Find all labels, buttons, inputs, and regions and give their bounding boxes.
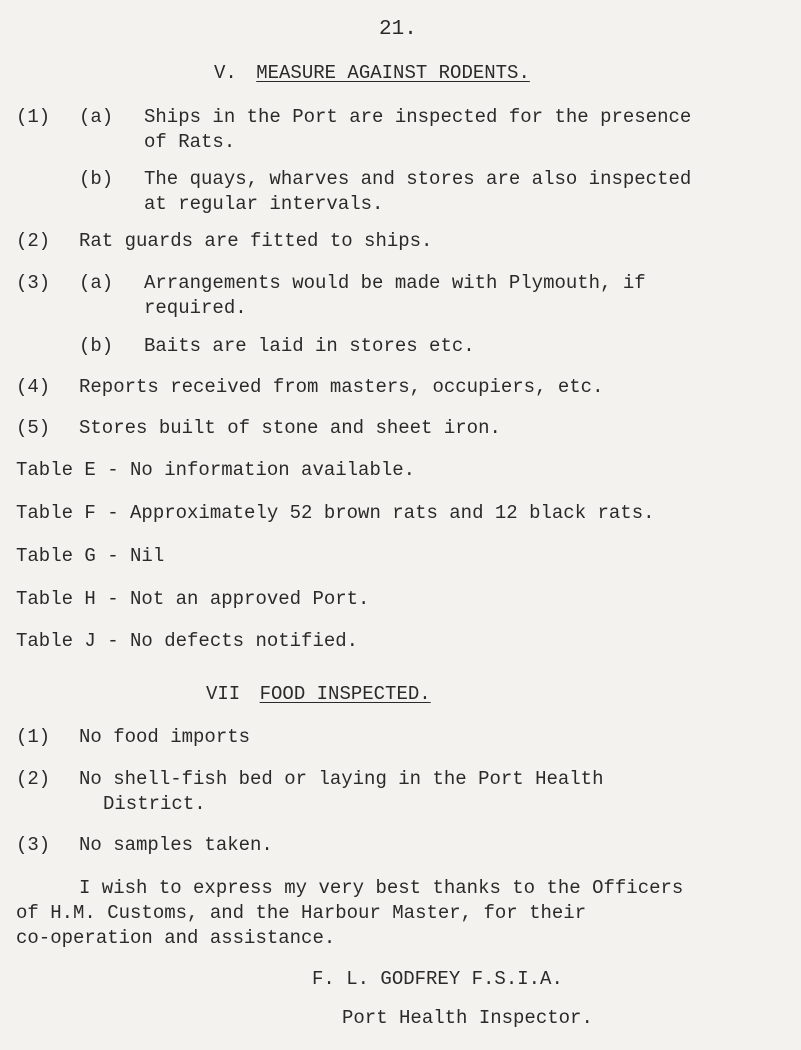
item-text-line: District. xyxy=(103,793,206,815)
item-text-line: Stores built of stone and sheet iron. xyxy=(79,417,501,439)
table-line: Table H - Not an approved Port. xyxy=(16,588,370,610)
item-number: (2) xyxy=(16,230,51,252)
item-text-line: Ships in the Port are inspected for the presence xyxy=(144,106,692,128)
item-number: (1) xyxy=(16,726,51,748)
section-5-number: V. xyxy=(214,62,237,84)
item-text-line: The quays, wharves and stores are also inspected xyxy=(144,168,692,190)
signature-name: F. L. GODFREY F.S.I.A. xyxy=(312,968,563,990)
item-text-line: at regular intervals. xyxy=(144,193,384,215)
item-number: (4) xyxy=(16,376,51,398)
section-7-heading xyxy=(206,683,431,705)
table-line: Table E - No information available. xyxy=(16,459,416,481)
page-number: 21. xyxy=(379,18,417,41)
item-text-line: Baits are laid in stores etc. xyxy=(144,335,475,357)
closing-line: of H.M. Customs, and the Harbour Master, for their xyxy=(16,902,587,924)
table-line: Table G - Nil xyxy=(16,545,165,567)
item-text-line: Rat guards are fitted to ships. xyxy=(79,230,433,252)
item-text-line: Arrangements would be made with Plymouth, if xyxy=(144,272,646,294)
item-text-line: Reports received from masters, occupiers, etc. xyxy=(79,376,604,398)
item-text-line: No food imports xyxy=(79,726,251,748)
signature-title: Port Health Inspector. xyxy=(342,1007,593,1029)
section-7-title: FOOD INSPECTED. xyxy=(259,683,431,705)
item-number: (3) xyxy=(16,834,51,856)
item-text-line: of Rats. xyxy=(144,131,236,153)
table-line: Table F - Approximately 52 brown rats and 12 black rats. xyxy=(16,502,655,524)
table-line: Table J - No defects notified. xyxy=(16,630,359,652)
item-text-line: No shell-fish bed or laying in the Port Health xyxy=(79,768,604,790)
item-text-line: required. xyxy=(144,297,247,319)
item-text-line: No samples taken. xyxy=(79,834,273,856)
section-5-title: MEASURE AGAINST RODENTS. xyxy=(256,62,530,84)
section-7-number: VII xyxy=(206,683,241,705)
section-5-heading xyxy=(214,62,530,84)
item-number: (3) xyxy=(16,272,51,294)
item-number: (5) xyxy=(16,417,51,439)
item-sub-letter: (b) xyxy=(79,168,114,190)
closing-line: I wish to express my very best thanks to the Officers xyxy=(79,877,684,899)
item-sub-letter: (a) xyxy=(79,272,114,294)
item-number: (1) xyxy=(16,106,51,128)
item-sub-letter: (a) xyxy=(79,106,114,128)
item-sub-letter: (b) xyxy=(79,335,114,357)
closing-line: co-operation and assistance. xyxy=(16,927,336,949)
item-number: (2) xyxy=(16,768,51,790)
